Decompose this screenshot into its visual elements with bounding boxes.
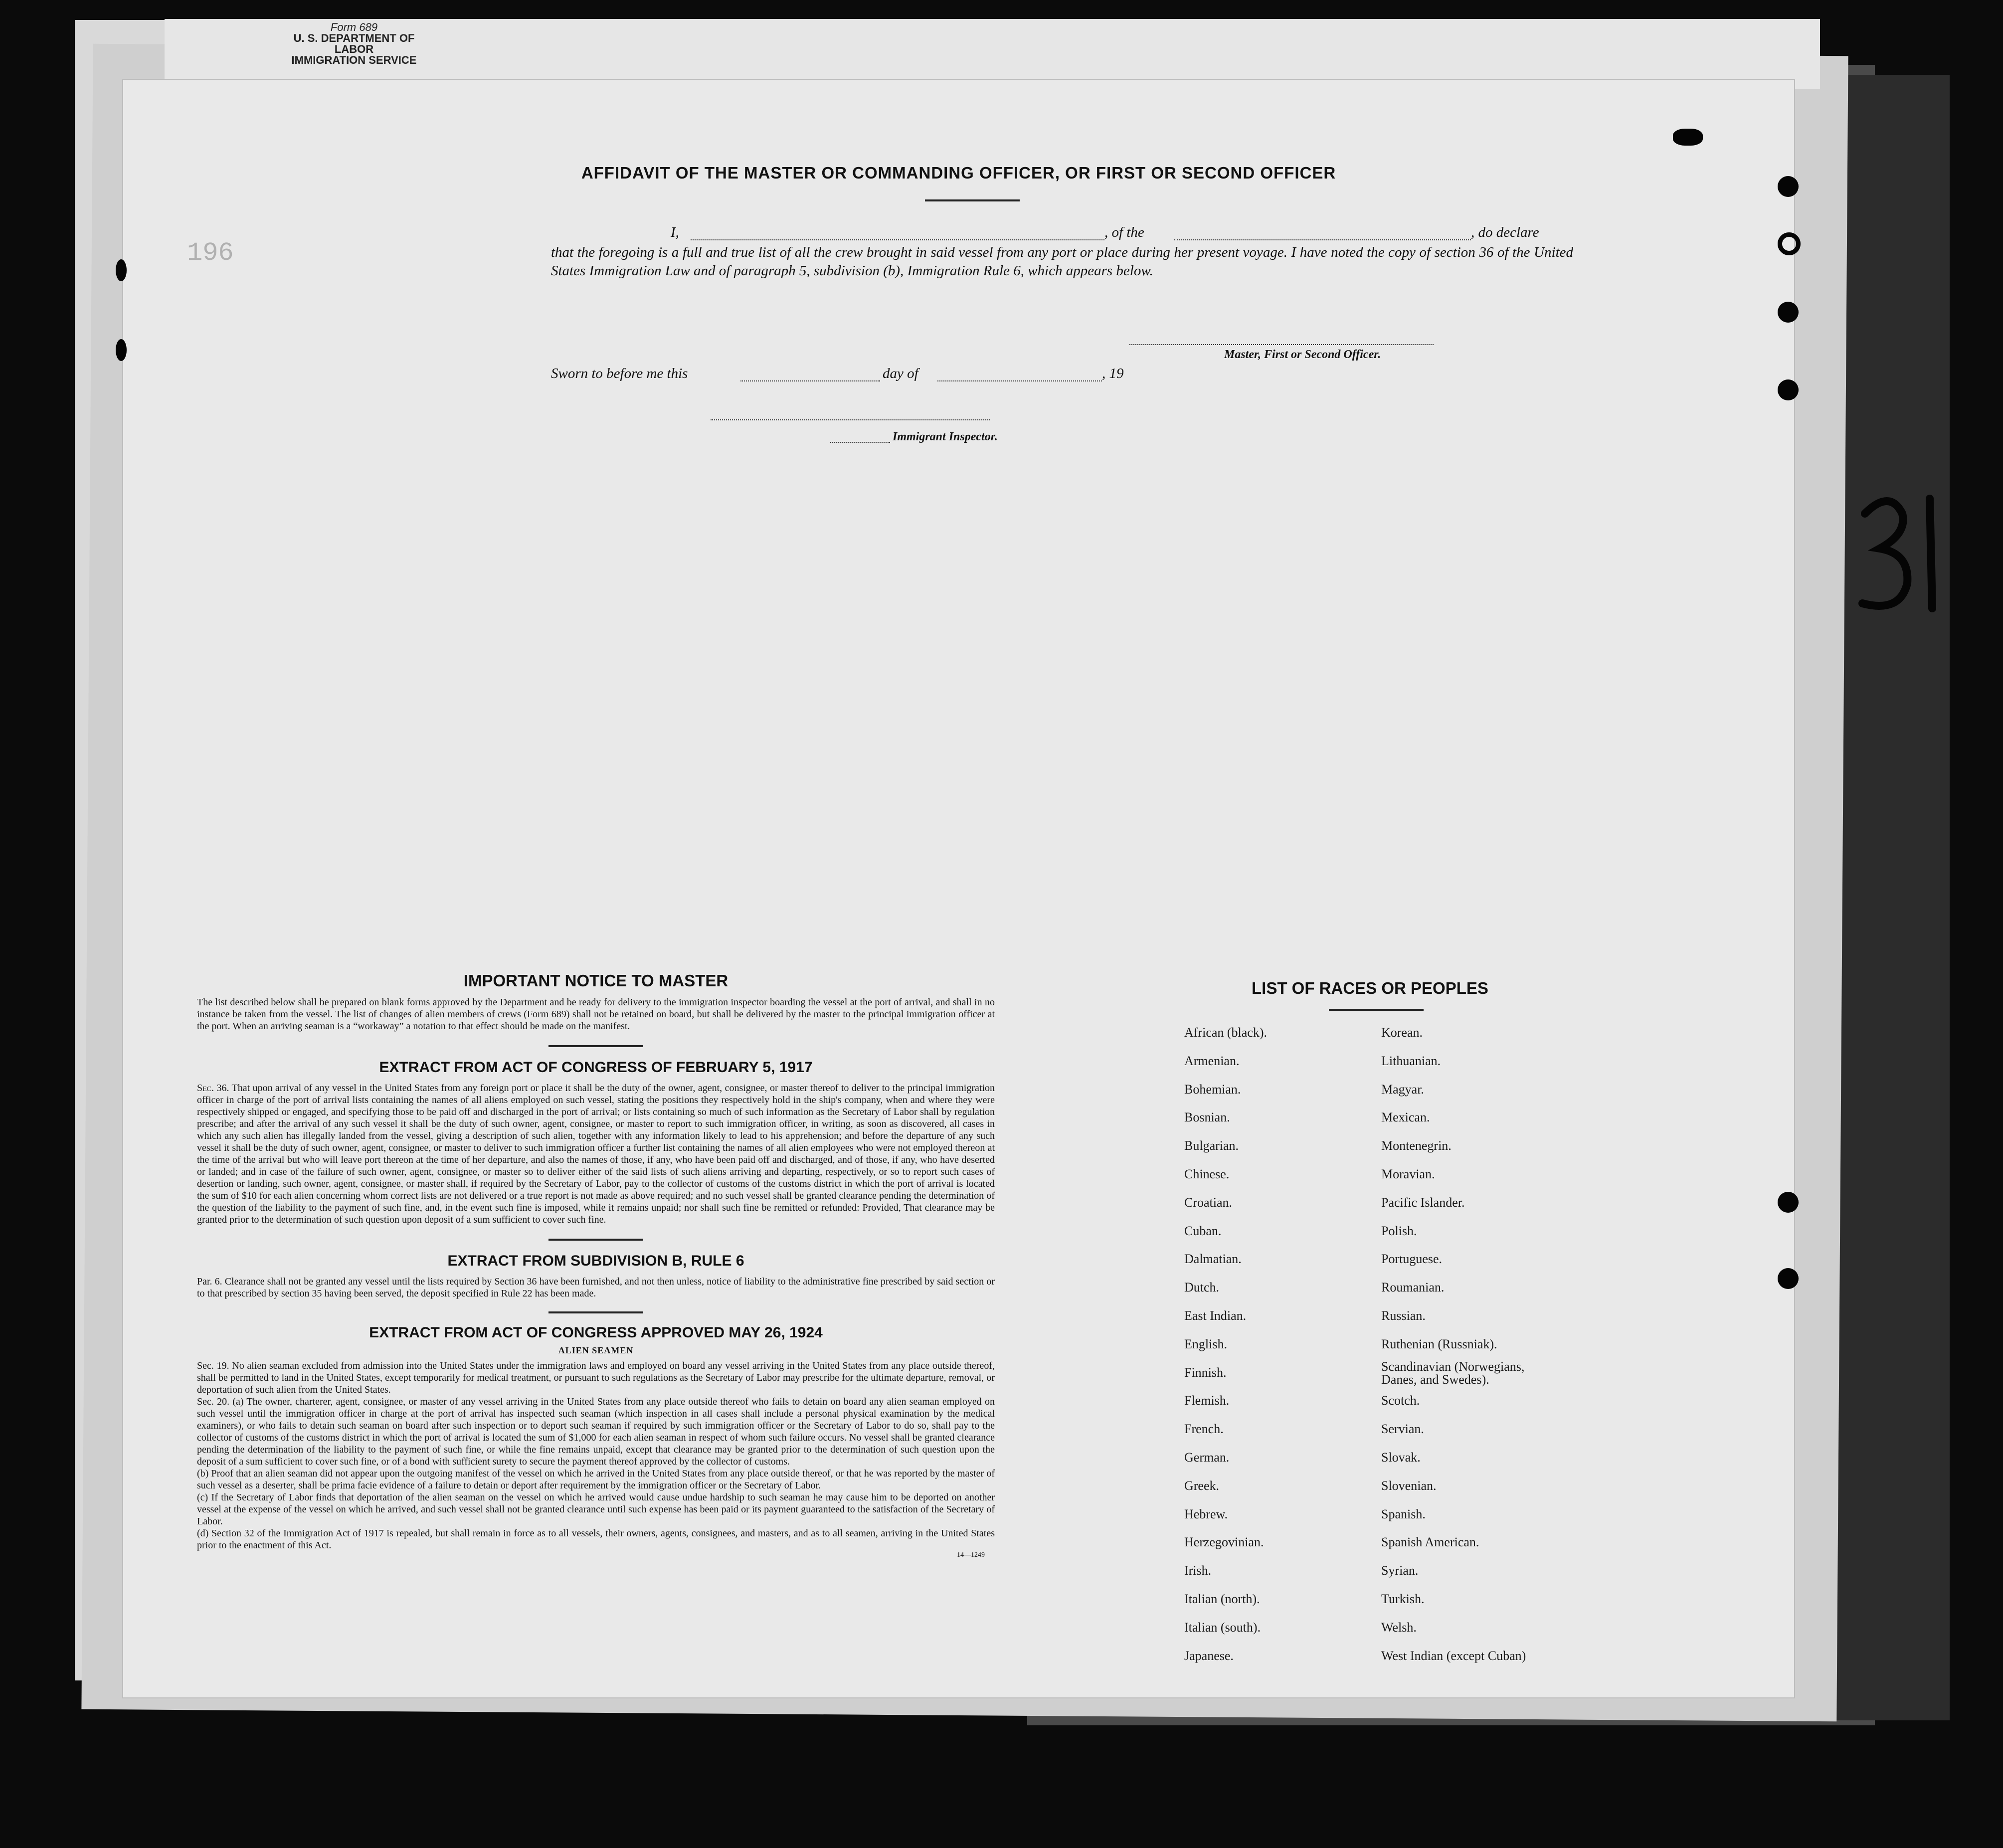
affidavit-i-label: I, <box>671 224 679 240</box>
race-entry: Welsh. <box>1381 1620 1417 1635</box>
sec20d-text: (d) Section 32 of the Immigration Act of 1917 is repealed, but shall remain in force as to all vessels, their owners, agents, consignees, and masters, and as to all seamen, arriving in the United States prior to the enactment of this Act. <box>197 1528 995 1551</box>
race-entry: Roumanian. <box>1381 1280 1445 1295</box>
department-label: U. S. DEPARTMENT OF LABOR <box>293 32 415 55</box>
inspector-label: Immigrant Inspector. <box>893 430 998 443</box>
form-number: Form 689 <box>330 21 378 33</box>
affidavit-body: that the foregoing is a full and true list of all the crew brought in said vessel from any port or place during her present voyage. I have noted the copy of section 36 of the United States Immigration Law and of paragraph 5, subdivision (b), Immigration Rule 6, which appears below. <box>551 244 1573 279</box>
race-entry: African (black). <box>1184 1025 1268 1040</box>
race-entry: Magyar. <box>1381 1082 1424 1097</box>
race-entry: Polish. <box>1381 1223 1417 1238</box>
handwritten-number <box>1850 479 1950 628</box>
manifest-page <box>122 79 1795 1698</box>
sec20b-text: (b) Proof that an alien seaman did not appear upon the outgoing manifest of the vessel on which he arrived in the United States from any place outside thereof, or that he was reported by the master of such vessel as a deserter, shall be prima facie evidence of a failure to detain or deport after requirement by the immigration officer or the Secretary of Labor. <box>197 1468 995 1491</box>
section-rule <box>548 1239 643 1241</box>
race-entry: Montenegrin. <box>1381 1138 1452 1153</box>
extract-rule6-title: EXTRACT FROM SUBDIVISION B, RULE 6 <box>447 1253 744 1269</box>
title-rule <box>925 199 1020 201</box>
race-entry: Italian (north). <box>1184 1592 1260 1606</box>
race-entry: Syrian. <box>1381 1563 1419 1578</box>
inspector-short-line <box>830 442 890 443</box>
binder-hole <box>1778 176 1799 197</box>
race-entry: German. <box>1184 1450 1230 1465</box>
race-entry: Bulgarian. <box>1184 1138 1239 1153</box>
race-entry: Croatian. <box>1184 1195 1233 1210</box>
master-signature-line[interactable] <box>1129 344 1434 345</box>
edge-hole <box>116 339 127 361</box>
sworn-month-blank[interactable] <box>937 380 1102 381</box>
binder-hole <box>1673 129 1703 146</box>
sec36-text: That upon arrival of any vessel in the United States from any foreign port or place it shall be the duty of the owner, agent, consignee, or master thereof to deliver to the principal immigration officer in charge of the port of arrival lists containing the names of all aliens employed on such vessel, stating the positions they respectively hold in the ship's company, when and where they were respectively shipped or engaged, and specifying those to be paid off and discharged in the port of arrival; or lists containing so much of such information as the Secretary of Labor shall by regulation prescribe; and after the arrival of any such vessel it shall be the duty of such owner, agent, consignee, or master to report to such immigration officer, in writing, as soon as discovered, all cases in which any such alien has illegally landed from the vessel, giving a description of such alien, together with any information likely to lead to his apprehension; and before the departure of any such vessel it shall be the duty of such owner, agent, consignee, or master to deliver to such immigration officer a further list containing the names of all alien employees who were not employed thereon at the time of the arrival but who will leave port thereon at the time of her departure, and also the names of those, if any, who have been paid off and discharged, and of those, if any, who have deserted or landed; and in case of the failure of such owner, agent, consignee, or master so to deliver either of the said lists of such aliens arriving and departing, respectively, or so to report such cases of desertion or landing, such owner, agent, consignee, or master shall, if required by the Secretary of Labor, pay to the collector of customs of the customs district in which the port of arrival is located the sum of $10 for each alien concerning whom correct lists are not delivered or a true report is not made as above required; and no such vessel shall be granted clearance pending the determination of the question of the liability to the payment of such fine, and, in the event such fine is imposed, while it remains unpaid; nor shall such fine be remitted or refunded: Provided, That clearance may be granted prior to the determination of such question upon deposit of a sum sufficient to cover such fine. <box>197 1083 995 1225</box>
race-entry: Ruthenian (Russniak). <box>1381 1336 1497 1351</box>
notice-title: IMPORTANT NOTICE TO MASTER <box>463 971 728 990</box>
race-entry: Mexican. <box>1381 1110 1430 1125</box>
extract-1917-title: EXTRACT FROM ACT OF CONGRESS OF FEBRUARY 5, 1917 <box>379 1059 813 1076</box>
race-entry: Bosnian. <box>1184 1110 1230 1125</box>
binder-hole <box>1778 1192 1799 1213</box>
affidavit-declare-label: , do declare <box>1471 224 1539 240</box>
edge-hole <box>116 259 127 281</box>
rule6-text: Par. 6. Clearance shall not be granted any vessel until the lists required by Section 36 have been furnished, and not then unless, notice of liability to the administrative fine prescribed by said section or to that prescribed by section 35 having been served, the deposit specified in Rule 22 has been made. <box>197 1276 995 1299</box>
affidavit-of-the-label: , of the <box>1104 224 1144 240</box>
race-entry: Spanish American. <box>1381 1535 1479 1550</box>
race-entry: Hebrew. <box>1184 1506 1228 1521</box>
race-entry: Spanish. <box>1381 1506 1426 1521</box>
race-entry: Servian. <box>1381 1422 1424 1437</box>
race-entry: Finnish. <box>1184 1365 1227 1380</box>
race-entry: Pacific Islander. <box>1381 1195 1465 1210</box>
race-entry: Slovak. <box>1381 1450 1421 1465</box>
sworn-year-label: , 19 <box>1102 366 1124 381</box>
race-entry: Chinese. <box>1184 1167 1230 1181</box>
race-entry: Scotch. <box>1381 1393 1420 1408</box>
affidavit-title: AFFIDAVIT OF THE MASTER OR COMMANDING OFFICER, OR FIRST OR SECOND OFFICER <box>581 164 1336 182</box>
binder-hole <box>1778 379 1799 400</box>
sworn-day-label: day of <box>883 366 918 381</box>
race-entry: West Indian (except Cuban) <box>1381 1648 1526 1663</box>
extract-1924-title: EXTRACT FROM ACT OF CONGRESS APPROVED MAY 26, 1924 <box>369 1324 823 1341</box>
race-entry: Dutch. <box>1184 1280 1220 1295</box>
sec19-text: Sec. 19. No alien seaman excluded from admission into the United States under the immigration laws and employed on board any vessel arriving in the United States from any place outside thereof, shall be permitted to land in the United States, except temporarily for medical treatment, or pursuant to such regulations as the Secretary of Labor may prescribe for the ultimate departure, removal, or deportation of such alien from the United States. <box>197 1360 995 1395</box>
race-entry: Korean. <box>1381 1025 1423 1040</box>
races-title-rule <box>1329 1009 1424 1011</box>
race-entry: Flemish. <box>1184 1393 1230 1408</box>
sec20a-text: Sec. 20. (a) The owner, charterer, agent, consignee, or master of any vessel arriving in the United States from any place outside thereof who fails to detain on board any alien seaman employed on such vessel until the immigration officer in charge at the port of arrival has inspected such seaman (which inspection in all cases shall include a personal physical examination by the medical examiners), or who fails to detain such seaman on board after such inspection or to deport such seaman if required by such immigration officer or the Secretary of Labor to do so, shall pay to the collector of customs of the customs district in which the port of arrival is located the sum of $1,000 for each alien seaman in respect of whom such failure occurs. No vessel shall be granted clearance pending the determination of the liability to the payment of such fine, or while the fine remains unpaid, except that clearance may be granted prior to the determination of such question upon the deposit of a sum sufficient to cover such fine, or of a bond with sufficient surety to secure the payment thereof approved by the collector of customs. <box>197 1396 995 1467</box>
races-title: LIST OF RACES OR PEOPLES <box>1252 979 1488 997</box>
vessel-blank[interactable] <box>1174 239 1471 240</box>
race-entry: Irish. <box>1184 1563 1212 1578</box>
notice-text: The list described below shall be prepared on blank forms approved by the Department and be ready for delivery to the immigration inspector boarding the vessel at the port of arrival, and shall in no instance be taken from the vessel. The list of changes of alien members of crews (Form 689) shall not be retained on board, but shall be delivered by the master to the principal immigration officer at the port. When an arriving seaman is a “workaway” a notation to that effect should be made on the manifest. <box>197 997 995 1032</box>
race-entry: Herzegovinian. <box>1184 1535 1264 1550</box>
race-entry: Lithuanian. <box>1381 1053 1441 1068</box>
form-header-strip <box>165 19 1820 89</box>
print-code: 14—1249 <box>957 1551 985 1559</box>
sworn-label: Sworn to before me this <box>551 366 688 381</box>
race-entry: Dalmatian. <box>1184 1252 1242 1267</box>
binder-hole <box>1778 302 1799 323</box>
master-signature-label: Master, First or Second Officer. <box>1224 348 1381 361</box>
race-entry: Cuban. <box>1184 1223 1222 1238</box>
sworn-date-blank[interactable] <box>740 380 880 381</box>
binder-hole <box>1778 1268 1799 1289</box>
race-entry: Portuguese. <box>1381 1252 1443 1267</box>
race-entry: Japanese. <box>1184 1648 1234 1663</box>
name-blank[interactable] <box>691 239 1104 240</box>
inspector-signature-line[interactable] <box>711 419 990 420</box>
race-entry: Bohemian. <box>1184 1082 1241 1097</box>
race-entry: Turkish. <box>1381 1592 1425 1606</box>
race-entry: English. <box>1184 1336 1227 1351</box>
race-entry: Scandinavian (Norwegians, Danes, and Swedes). <box>1381 1359 1525 1387</box>
race-entry: Russian. <box>1381 1308 1426 1323</box>
race-entry: Slovenian. <box>1381 1478 1437 1493</box>
race-entry: Armenian. <box>1184 1053 1240 1068</box>
sec36-label: Sec. 36. <box>197 1083 229 1094</box>
race-entry: East Indian. <box>1184 1308 1247 1323</box>
race-entry: Greek. <box>1184 1478 1220 1493</box>
binder-hole <box>1778 232 1801 255</box>
alien-seamen-subtitle: ALIEN SEAMEN <box>558 1345 634 1355</box>
section-rule <box>548 1311 643 1313</box>
race-entry: Moravian. <box>1381 1167 1435 1181</box>
race-entry: French. <box>1184 1422 1224 1437</box>
service-label: IMMIGRATION SERVICE <box>291 54 417 66</box>
section-rule <box>548 1045 643 1047</box>
sec20c-text: (c) If the Secretary of Labor finds that deportation of the alien seaman on the vessel on which he arrived would cause undue hardship to such seaman he may cause him to be deported on another vessel at the expense of the vessel on which he arrived, and such vessel shall not be granted clearance until such expense has been paid or its payment guaranteed to the satisfaction of the Secretary of Labor. <box>197 1492 995 1527</box>
margin-number: 196 <box>187 238 234 268</box>
race-entry: Italian (south). <box>1184 1620 1261 1635</box>
